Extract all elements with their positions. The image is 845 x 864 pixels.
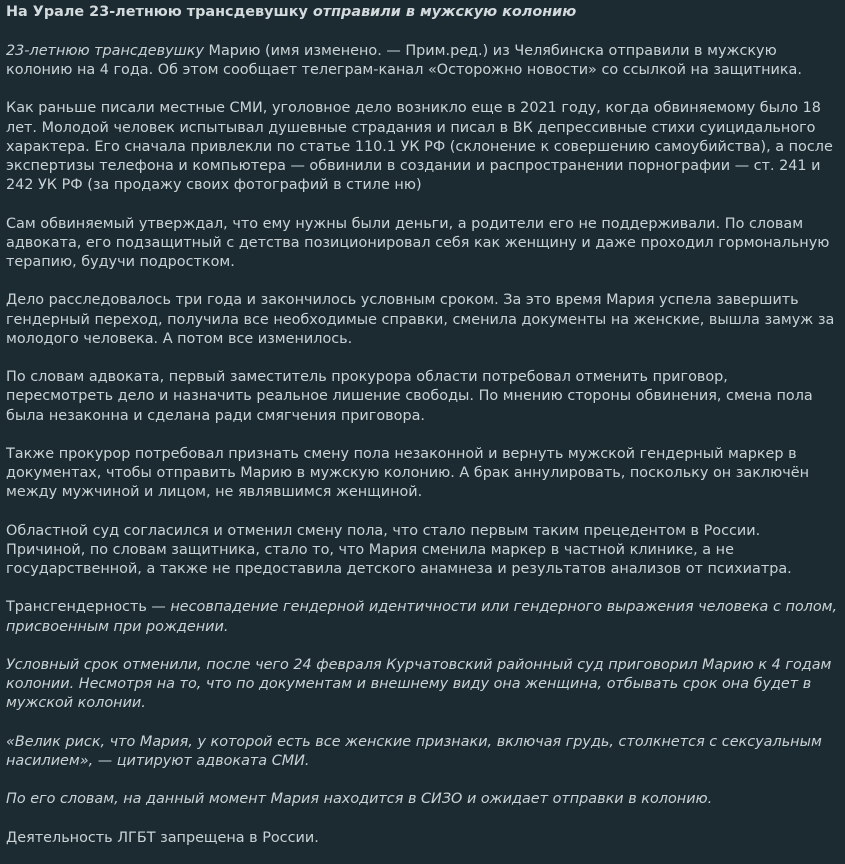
paragraph-1 [6,42,839,80]
paragraph-5: По словам адвоката, первый заместитель прокурора области потребовал отменить приговор, пересмотреть дело и назначить реальное лишение свободы. По мнению стороны обвинения, смена пола была незаконна и сделана ради смягчения приговора. [6,369,813,424]
disclaimer: Деятельность ЛГБТ запрещена в России. [6,829,319,846]
paragraph-3: Сам обвиняемый утверждал, что ему нужны были деньги, а родители его не поддерживали. По словам адвоката, его подзащитный с детства позиционировал себя как женщину и даже проходил гормональную терапию, будучи подростком. [6,215,830,270]
paragraph-7: Областной суд согласился и отменил смену пола, что стало первым таким прецедентом в России. Причиной, по словам защитника, стало то, что Мария сменила маркер в частной клинике, а не государственной, а также не предоставила детского анамнеза и результатов анализов от психиатра. [6,522,792,578]
quote-paragraph: «Велик риск, что Мария, у которой есть все женские признаки, включая грудь, столкнется с сексуальным насилием», — цитируют адвоката СМИ. [6,733,822,770]
definition-term: Трансгендерность — [6,599,171,616]
paragraph-2: Как раньше писали местные СМИ, уголовное дело возникло еще в 2021 году, когда обвиняемому было 18 лет. Молодой человек испытывал душевные страдания и писал в ВК депрессивные стихи суицидального характера. Его сначала привлекли по статье 110.1 УК РФ (склонение к совершению самоубийства), а после экспертизы телефона и компьютера — обвинили в создании и распространении порнографии — ст. 241 и 242 УК РФ (за продажу своих фотографий в стиле ню) [6,100,833,194]
paragraph-11: По его словам, на данный момент Мария находится в СИЗО и ожидает отправки в колонию. [6,791,713,808]
paragraph-6: Также прокурор потребовал признать смену пола незаконной и вернуть мужской гендерный маркер в документах, чтобы отправить Марию в мужскую колонию. А брак аннулировать, поскольку он заключён между мужчиной и лицом, не являвшимся женщиной. [6,445,809,501]
definition-text: несовпадение гендерной идентичности или гендерного выражения человека с полом, присвоенным при рождении. [6,599,838,635]
paragraph-4: Дело расследовалось три года и закончилось условным сроком. За это время Мария успела завершить гендерный переход, получила все необходимые справки, сменила документы на женские, вышла замуж за молодого человека. А потом все изменилось. [6,292,835,347]
post-title-italic: отправили в мужскую колонию [312,4,577,20]
definition-paragraph [6,598,839,636]
post-title [6,3,839,22]
paragraph-9: Условный срок отменили, после чего 24 февраля Курчатовский районный суд приговорил Марию к 4 годам колонии. Несмотря на то, что по документам и внешнему виду она женщина, отбывать срок она будет в мужской колонии. [6,657,832,712]
paragraph-1-italic: 23-летнюю трансдевушку [6,42,204,59]
post-title-plain: На Урале 23-летнюю трансдевушку [6,4,313,20]
paragraph-1-text: Марию (имя изменено. — Прим.ред.) из Челябинска отправили в мужскую колонию на 4 года. Об этом сообщает телеграм-канал «Осторожно новости» со ссылкой на защитника. [6,42,802,78]
